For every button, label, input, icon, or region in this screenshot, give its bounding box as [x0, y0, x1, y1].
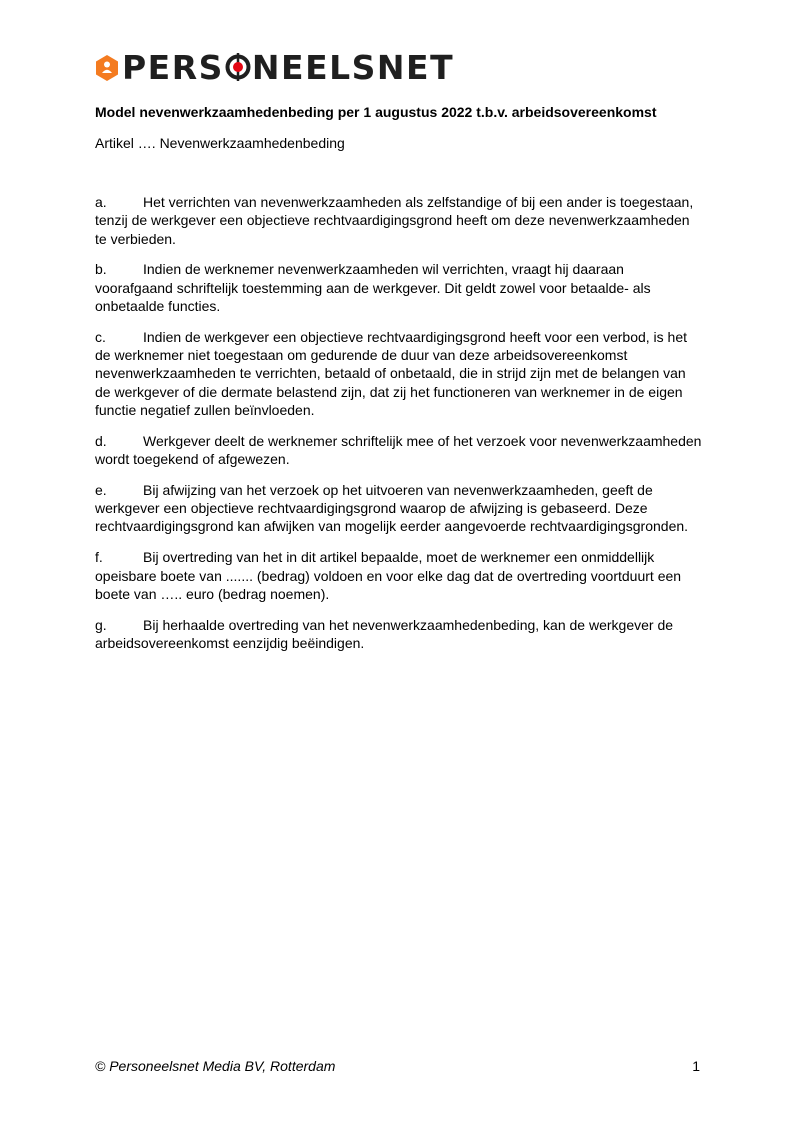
clause-item	[95, 481, 705, 536]
clause-letter: f.	[95, 549, 103, 566]
clause-letter: e.	[95, 481, 107, 498]
clause-text: Werkgever deelt de werknemer schriftelijk mee of het verzoek voor nevenwerkzaamheden wordt toegekend of afgewezen.	[95, 432, 702, 468]
clause-text: Bij overtreding van het in dit artikel bepaalde, moet de werknemer een onmiddellijk opeisbare boete van ....... (bedrag) voldoen en voor elke dag dat de overtreding voortduurt een boete van ….. euro (bedrag noemen).	[95, 549, 682, 602]
clause-text: Bij afwijzing van het verzoek op het uitvoeren van nevenwerkzaamheden, geeft de werkgever een objectieve rechtvaardigingsgrond waarop de afwijzing is gebaseerd. Deze rechtvaardigingsgrond kan afwijken van mogelijk eerder aangevoerde rechtvaardigingsgronden.	[95, 481, 689, 535]
clause-item	[95, 260, 705, 315]
logo-target-o-icon	[225, 52, 251, 82]
personeelsnet-logo	[95, 50, 454, 86]
clause-item	[95, 328, 705, 419]
footer-copyright: © Personeelsnet Media BV, Rotterdam	[95, 1058, 336, 1074]
article-heading: Artikel …. Nevenwerkzaamhedenbeding	[95, 135, 345, 151]
hexagon-person-icon	[95, 54, 119, 82]
clause-letter: c.	[95, 328, 106, 345]
clause-text: Het verrichten van nevenwerkzaamheden als zelfstandige of bij een ander is toegestaan, tenzij de werkgever een objectieve rechtvaardigingsgrond heeft om deze nevenwerkzaamheden te verbieden.	[95, 194, 694, 247]
clause-text: Indien de werknemer nevenwerkzaamheden wil verrichten, vraagt hij daaraan voorafgaand schriftelijk toestemming aan de werkgever. Dit geldt zowel voor betaalde- als onbetaalde functies.	[95, 261, 651, 314]
clause-letter: d.	[95, 432, 107, 449]
clause-item	[95, 193, 705, 248]
document-title: Model nevenwerkzaamhedenbeding per 1 augustus 2022 t.b.v. arbeidsovereenkomst	[95, 104, 657, 120]
clause-list	[95, 193, 705, 665]
clause-letter: a.	[95, 194, 107, 210]
clause-letter: b.	[95, 261, 107, 278]
clause-text: Indien de werkgever een objectieve rechtvaardigingsgrond heeft voor een verbod, is het de werknemer niet toegestaan om gedurende de duur van deze arbeidsovereenkomst nevenwerkzaamheden te verrichten, betaald of onbetaald, die in strijd zijn met de belangen van de werkgever of die dermate belastend zijn, dat zij het functioneren van werknemer in de eigen functie negatief zullen beïnvloeden.	[95, 328, 688, 418]
clause-text: Bij herhaalde overtreding van het nevenwerkzaamhedenbeding, kan de werkgever de arbeidsovereenkomst eenzijdig beëindigen.	[95, 616, 674, 651]
clause-letter: g.	[95, 616, 107, 633]
clause-item	[95, 616, 705, 653]
page-number: 1	[692, 1058, 700, 1074]
clause-item	[95, 432, 705, 469]
logo-wordmark: PERS NEELSNET	[122, 48, 455, 87]
clause-item	[95, 548, 705, 603]
